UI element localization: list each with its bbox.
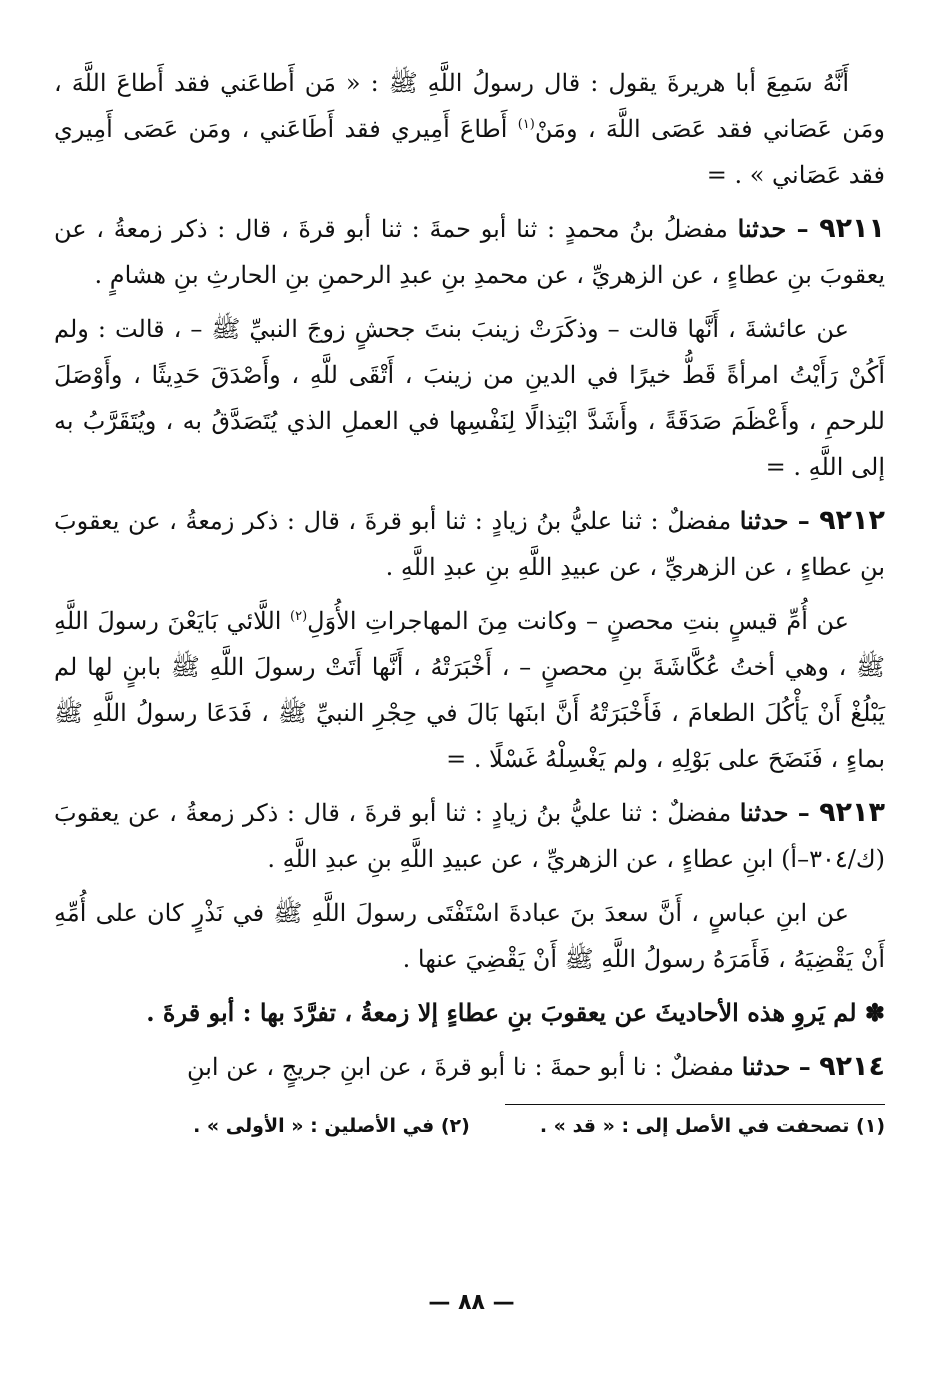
- hadith-9211-isnad: [54, 206, 885, 298]
- footnote-ref-2[interactable]: (٢): [290, 609, 308, 624]
- paragraph-text: عن عائشةَ ، أَنَّها قالت – وذكَرَتْ زينبَ بنتَ جحشٍ زوجَ النبيِّ ﷺ – ، قالت : ولم أَكُنْ رَأَيْتُ امرأةً قَطُّ خيرًا في الدينِ من زينبَ ، أَتْقَى للَّهِ ، وأَصْدَقَ حَدِيثًا ، وأَوْصَلَ للرحمِ ، وأَعْظَمَ صَدَقَةً ، وأَشَدَّ ابْتِذالًا لِنَفْسِها في العملِ الذي يُتَصَدَّقُ به ، ويُتَقَرَّبُ به إلى اللَّهِ . =: [54, 315, 885, 481]
- paragraph-text: عن أُمِّ قيسٍ بنتِ محصنٍ – وكانت مِنَ المهاجراتِ الأُوَلِ: [307, 607, 849, 635]
- hadith-lead: – حدثنا: [741, 1052, 820, 1081]
- footnotes: [54, 1111, 885, 1141]
- paragraph-text: مفضلٌ : ثنا عليُّ بنُ زيادٍ : ثنا أبو قرةَ ، قال : ذكر زمعةُ ، عن يعقوبَ (ك/٣٠٤–أ) ابنِ عطاءٍ ، عن الزهريِّ ، عن عبيدِ اللَّهِ بنِ عبدِ اللَّهِ .: [54, 799, 885, 873]
- hadith-9212-isnad: [54, 498, 885, 590]
- hadith-9212-matn: [54, 598, 885, 782]
- paragraph-text: مفضلٌ : نا أبو حمةَ : نا أبو قرةَ ، عن ابنِ جريجٍ ، عن ابنِ: [186, 1053, 742, 1081]
- paragraph-1: [54, 60, 885, 198]
- page-number: — ٨٨ —: [428, 1290, 515, 1315]
- hadith-lead: – حدثنا: [739, 506, 820, 535]
- hadith-number: ٩٢١٤: [819, 1051, 885, 1082]
- footnote-1: (١) تصحفت في الأصل إلى : « قد » .: [539, 1115, 885, 1137]
- hadith-9213-isnad: [54, 790, 885, 882]
- paragraph-text: مفضلٌ : ثنا عليُّ بنُ زيادٍ : ثنا أبو قرةَ ، قال : ذكر زمعةُ ، عن يعقوبَ بنِ عطاءٍ ، عن الزهريِّ ، عن عبيدِ اللَّهِ بنِ عبدِ اللَّهِ .: [54, 507, 885, 581]
- paragraph-text: عن ابنِ عباسٍ ، أَنَّ سعدَ بنَ عبادةَ اسْتَفْتَى رسولَ اللَّهِ ﷺ في نَذْرٍ كان على أُمِّهِ أَنْ يَقْضِيَهُ ، فَأَمَرَهُ رسولُ اللَّهِ ﷺ أَنْ يَقْضِيَ عنها .: [54, 899, 885, 973]
- hadith-9214-isnad: [54, 1044, 885, 1090]
- hadith-9213-matn: [54, 890, 885, 982]
- hadith-number: ٩٢١١: [819, 213, 885, 244]
- footnote-ref-1[interactable]: (١): [517, 117, 535, 132]
- paragraph-tail: اللَّائي بَايَعْنَ رسولَ اللَّهِ ﷺ ، وهي أختُ عُكَّاشَةَ بنِ محصنٍ – ، أَخْبَرَتْهُ ، أَنَّها أَتَتْ رسولَ اللَّهِ ﷺ بابنٍ لها لم يَبْلُغْ أَنْ يَأْكُلَ الطعامَ ، فَأَخْبَرَتْهُ أَنَّ ابنَها بَالَ في حِجْرِ النبيِّ ﷺ ، فَدَعَا رسولُ اللَّهِ ﷺ بماءٍ ، فَنَضَحَ على بَوْلِهِ ، ولم يَغْسِلْهُ غَسْلًا . =: [54, 607, 885, 773]
- paragraph-text: أَنَّهُ سَمِعَ أبا هريرةَ يقول : قال رسولُ اللَّهِ ﷺ : « مَن أَطاعَني فقد أَطاعَ اللَّهَ ، ومَن عَصَاني فقد عَصَى اللَّهَ ، ومَنْ: [54, 69, 886, 143]
- footnote-2: (٢) في الأصلين : « الأولى » .: [193, 1115, 470, 1137]
- footnote-divider: [505, 1104, 885, 1105]
- hadith-9211-matn: [54, 306, 885, 490]
- hadith-number: ٩٢١٢: [819, 505, 885, 536]
- hadith-lead: – حدثنا: [739, 798, 820, 827]
- paragraph-tail: أَطاعَ أَمِيري فقد أَطَاعَني ، ومَن عَصَى أَمِيري فقد عَصَاني » . =: [54, 115, 885, 189]
- editorial-note: ✽ لم يَروِ هذه الأحاديثَ عن يعقوبَ بنِ عطاءٍ إلا زمعةُ ، تفرَّدَ بها : أبو قرةَ .: [146, 998, 885, 1027]
- hadith-lead: – حدثنا: [737, 214, 820, 243]
- paragraph-text: مفضلُ بنُ محمدٍ : ثنا أبو حمةَ : ثنا أبو قرةَ ، قال : ذكر زمعةُ ، عن يعقوبَ بنِ عطاءٍ ، عن الزهريِّ ، عن محمدِ بنِ عبدِ الرحمنِ بنِ الحارثِ بنِ هشامٍ .: [54, 215, 885, 289]
- hadith-number: ٩٢١٣: [819, 797, 885, 828]
